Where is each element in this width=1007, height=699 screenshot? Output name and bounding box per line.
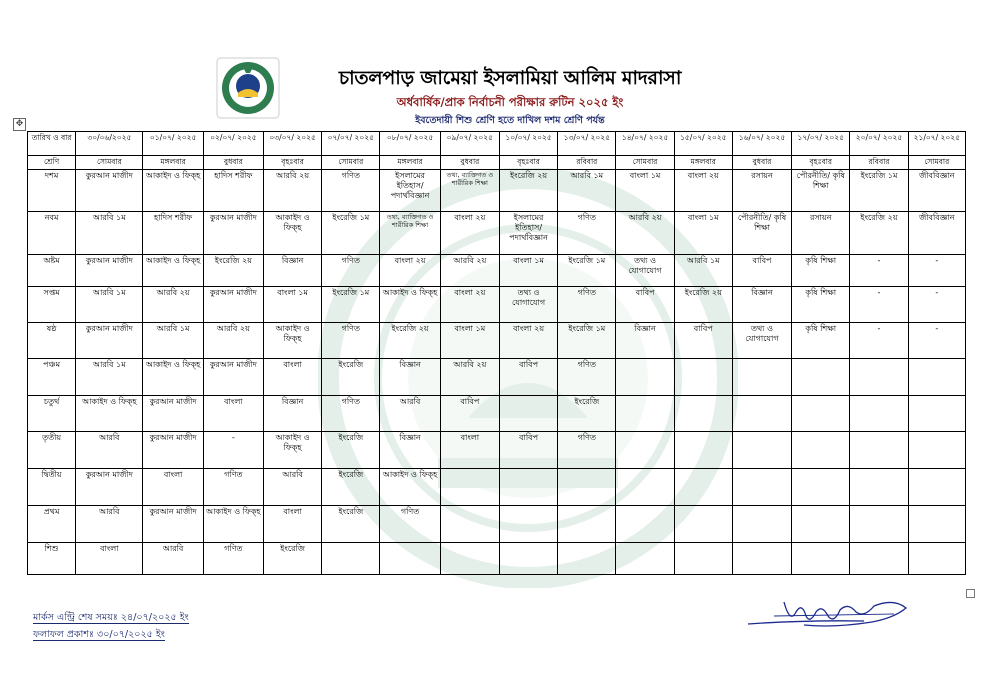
subject-cell: আরবি ২য় xyxy=(440,255,499,287)
table-row xyxy=(28,543,966,575)
date-header-cell: ১৩/০৭/ ২০২৫ xyxy=(558,132,616,156)
subject-cell xyxy=(732,396,791,432)
subject-cell xyxy=(732,432,791,469)
class-range-subtitle: ইবতেদায়ী শিশু শ্রেণি হতে দাখিল দশম শ্রেণি পর্যন্ত xyxy=(415,115,605,126)
day-header-cell: রবিবার xyxy=(558,156,616,170)
subject-cell xyxy=(850,469,908,506)
subject-cell: আকাইদ ও ফিক্হ xyxy=(76,396,143,432)
date-header-row xyxy=(28,132,966,156)
subject-cell xyxy=(558,469,616,506)
subject-cell: ইংরেজি xyxy=(322,432,380,469)
subject-cell: গণিত xyxy=(322,170,380,212)
subject-cell xyxy=(908,506,965,543)
subject-cell xyxy=(732,359,791,396)
subject-cell: কুরআন মাজীদ xyxy=(203,359,263,396)
subject-cell: - xyxy=(908,287,965,323)
subject-cell: আকাইদ ও ফিক্হ xyxy=(263,432,321,469)
subject-cell: আরবি xyxy=(76,432,143,469)
subject-cell: আরবি ১ম xyxy=(76,212,143,255)
subject-cell xyxy=(908,396,965,432)
subject-cell xyxy=(674,469,732,506)
subject-cell xyxy=(440,506,499,543)
subject-cell: কুরআন মাজীদ xyxy=(76,323,143,359)
table-row xyxy=(28,396,966,432)
subject-cell xyxy=(792,469,850,506)
subject-cell: বাংলা xyxy=(263,506,321,543)
table-row xyxy=(28,287,966,323)
subject-cell: বাংলা xyxy=(203,396,263,432)
subject-cell: আকাইদ ও ফিক্হ xyxy=(380,287,440,323)
subject-cell: হাদিস শরীফ xyxy=(203,170,263,212)
subject-cell: তথ্য ও যোগাযোগ xyxy=(732,323,791,359)
day-header-cell: বুধবার xyxy=(732,156,791,170)
subject-cell xyxy=(908,359,965,396)
subject-cell: ইংরেজি ১ম xyxy=(322,287,380,323)
subject-cell: রসায়ন xyxy=(792,212,850,255)
subject-cell: কুরআন মাজীদ xyxy=(143,432,203,469)
date-header-cell: ০১/০৭/ ২০২৫ xyxy=(143,132,203,156)
subject-cell xyxy=(616,543,674,575)
date-header-cell: ১০/০৭/ ২০২৫ xyxy=(499,132,557,156)
subject-cell: পৌরনীতি/ কৃষি শিক্ষা xyxy=(792,170,850,212)
day-header-cell: বৃহঃবার xyxy=(792,156,850,170)
subject-cell: - xyxy=(850,287,908,323)
subject-cell: বাবিপ xyxy=(440,396,499,432)
subject-cell: হাদিস শরীফ xyxy=(143,212,203,255)
subject-cell xyxy=(322,543,380,575)
subject-cell xyxy=(674,543,732,575)
date-header-cell: ২০/০৭/ ২০২৫ xyxy=(850,132,908,156)
marks-entry-deadline: মার্কস এন্ট্রি শেষ সময়ঃ ২৪/০৭/২০২৫ ইং xyxy=(33,612,189,623)
subject-cell: - xyxy=(850,255,908,287)
table-row xyxy=(28,212,966,255)
day-header-cell: সোমবার xyxy=(616,156,674,170)
subject-cell xyxy=(616,506,674,543)
subject-cell: কুরআন মাজীদ xyxy=(143,396,203,432)
subject-cell: ইংরেজি ১ম xyxy=(558,323,616,359)
subject-cell: কৃষি শিক্ষা xyxy=(792,323,850,359)
subject-cell: বিজ্ঞান xyxy=(732,287,791,323)
day-header-cell: রবিবার xyxy=(850,156,908,170)
subject-cell: গণিত xyxy=(380,506,440,543)
class-name-cell: চতুর্থ xyxy=(28,396,76,432)
subject-cell xyxy=(499,543,557,575)
subject-cell: গণিত xyxy=(203,543,263,575)
table-move-handle-icon[interactable]: ✥ xyxy=(13,118,26,131)
subject-cell: আরবি xyxy=(263,469,321,506)
subject-cell xyxy=(558,506,616,543)
subject-cell xyxy=(792,506,850,543)
subject-cell: গণিত xyxy=(203,469,263,506)
subject-cell: বাংলা ১ম xyxy=(263,287,321,323)
day-header-cell: মঙ্গলবার xyxy=(674,156,732,170)
table-resize-handle[interactable] xyxy=(966,589,975,598)
subject-cell: গণিত xyxy=(322,323,380,359)
subject-cell xyxy=(792,543,850,575)
table-row xyxy=(28,255,966,287)
subject-cell xyxy=(792,396,850,432)
day-header-cell: বুধবার xyxy=(203,156,263,170)
subject-cell: বিজ্ঞান xyxy=(263,255,321,287)
subject-cell xyxy=(908,469,965,506)
subject-cell: বিজ্ঞান xyxy=(380,432,440,469)
subject-cell xyxy=(440,543,499,575)
class-name-cell: দ্বিতীয় xyxy=(28,469,76,506)
subject-cell: তথ্য, ব্যাক্তিগত ও শারীরিক শিক্ষা xyxy=(440,170,499,212)
subject-cell xyxy=(380,543,440,575)
subject-cell: ইংরেজি xyxy=(263,543,321,575)
subject-cell xyxy=(674,506,732,543)
subject-cell: বাংলা ২য় xyxy=(440,287,499,323)
subject-cell: বাংলা xyxy=(263,359,321,396)
subject-cell xyxy=(908,543,965,575)
class-name-cell: পঞ্চম xyxy=(28,359,76,396)
subject-cell: আকাইদ ও ফিক্হ xyxy=(143,359,203,396)
subject-cell xyxy=(850,359,908,396)
date-header-cell: ১৫/০৭/ ২০২৫ xyxy=(674,132,732,156)
subject-cell: আরবি ২য় xyxy=(143,287,203,323)
subject-cell: আরবি xyxy=(143,543,203,575)
subject-cell: আরবি ২য় xyxy=(440,359,499,396)
subject-cell: রসায়ন xyxy=(732,170,791,212)
subject-cell: জীববিজ্ঞান xyxy=(908,170,965,212)
date-header-cell: ০২/০৭/ ২০২৫ xyxy=(203,132,263,156)
subject-cell: গণিত xyxy=(558,287,616,323)
subject-cell xyxy=(732,469,791,506)
date-header-cell: ১৪/০৭/ ২০২৫ xyxy=(616,132,674,156)
subject-cell: আকাইদ ও ফিক্হ xyxy=(143,170,203,212)
subject-cell: ইংরেজি ২য় xyxy=(380,323,440,359)
subject-cell: আরবি ২য় xyxy=(616,212,674,255)
subject-cell: ইংরেজি ১ম xyxy=(322,212,380,255)
day-header-cell: বৃহঃবার xyxy=(263,156,321,170)
subject-cell: জীববিজ্ঞান xyxy=(908,212,965,255)
day-header-cell: মঙ্গলবার xyxy=(143,156,203,170)
subject-cell: বাংলা xyxy=(76,543,143,575)
subject-cell: বাংলা ২য় xyxy=(674,170,732,212)
subject-cell: কৃষি শিক্ষা xyxy=(792,287,850,323)
subject-cell xyxy=(850,543,908,575)
subject-cell: আরবি ১ম xyxy=(558,170,616,212)
subject-cell xyxy=(850,506,908,543)
subject-cell: - xyxy=(908,323,965,359)
class-name-cell: ষষ্ঠ xyxy=(28,323,76,359)
subject-cell: ইংরেজি ২য় xyxy=(499,170,557,212)
exam-routine-subtitle: অর্ধবার্ষিক/প্রাক নির্বাচনী পরীক্ষার রুটিন ২০২৫ ইং xyxy=(396,95,624,109)
class-name-cell: নবম xyxy=(28,212,76,255)
subject-cell: কুরআন মাজীদ xyxy=(203,212,263,255)
subject-cell: বাবিপ xyxy=(499,359,557,396)
subject-cell: বিজ্ঞান xyxy=(263,396,321,432)
day-header-cell: বুধবার xyxy=(440,156,499,170)
subject-cell: কুরআন মাজীদ xyxy=(143,506,203,543)
subject-cell xyxy=(499,396,557,432)
date-header-cell: ২১/০৭/ ২০২৫ xyxy=(908,132,965,156)
subject-cell xyxy=(792,359,850,396)
subject-cell: কুরআন মাজীদ xyxy=(76,170,143,212)
subject-cell: বিজ্ঞান xyxy=(380,359,440,396)
table-row xyxy=(28,359,966,396)
subject-cell: ইংরেজি xyxy=(322,359,380,396)
date-header-cell: ১৭/০৭/ ২০২৫ xyxy=(792,132,850,156)
subject-cell: বাংলা xyxy=(143,469,203,506)
subject-cell xyxy=(616,432,674,469)
date-header-cell: ০৯/০৭/ ২০২৫ xyxy=(440,132,499,156)
class-label-cell: শ্রেণি xyxy=(28,156,76,170)
subject-cell: ইংরেজি ২য় xyxy=(203,255,263,287)
subject-cell xyxy=(850,396,908,432)
subject-cell: বাংলা ১ম xyxy=(674,212,732,255)
day-header-cell: সোমবার xyxy=(908,156,965,170)
day-header-cell: বৃহঃবার xyxy=(499,156,557,170)
subject-cell: তথ্য ও যোগাযোগ xyxy=(616,255,674,287)
subject-cell: কৃষি শিক্ষা xyxy=(792,255,850,287)
class-name-cell: তৃতীয় xyxy=(28,432,76,469)
subject-cell: বিজ্ঞান xyxy=(616,323,674,359)
subject-cell: তথ্য, ব্যাক্তিগত ও শারীরিক শিক্ষা xyxy=(380,212,440,255)
date-header-cell: ০৭/০৭/ ২০২৫ xyxy=(322,132,380,156)
subject-cell xyxy=(616,469,674,506)
exam-routine-table xyxy=(27,131,966,575)
class-name-cell: শিশু xyxy=(28,543,76,575)
subject-cell xyxy=(732,543,791,575)
subject-cell: বাবিপ xyxy=(732,255,791,287)
subject-cell: ইংরেজি ১ম xyxy=(850,170,908,212)
table-row xyxy=(28,323,966,359)
subject-cell: আরবি ২য় xyxy=(263,170,321,212)
subject-cell xyxy=(616,359,674,396)
subject-cell: বাবিপ xyxy=(674,323,732,359)
subject-cell: - xyxy=(908,255,965,287)
subject-cell: আকাইদ ও ফিক্হ xyxy=(143,255,203,287)
day-header-cell: সোমবার xyxy=(76,156,143,170)
date-header-cell: ১৬/০৭/ ২০২৫ xyxy=(732,132,791,156)
subject-cell: বাংলা ২য় xyxy=(440,212,499,255)
subject-cell: আকাইদ ও ফিক্হ xyxy=(263,212,321,255)
subject-cell: বাবিপ xyxy=(616,287,674,323)
subject-cell: আরবি ২য় xyxy=(203,323,263,359)
subject-cell: আরবি ১ম xyxy=(143,323,203,359)
subject-cell xyxy=(674,432,732,469)
subject-cell: বাবিপ xyxy=(499,432,557,469)
subject-cell: ইংরেজি ২য় xyxy=(850,212,908,255)
subject-cell xyxy=(499,506,557,543)
subject-cell: আরবি ১ম xyxy=(76,287,143,323)
principal-signature xyxy=(744,594,918,630)
subject-cell: ইংরেজি xyxy=(558,396,616,432)
class-name-cell: প্রথম xyxy=(28,506,76,543)
madrasa-title: চাতলপাড় জামেয়া ইসলামিয়া আলিম মাদরাসা xyxy=(338,67,682,89)
subject-cell: - xyxy=(850,323,908,359)
subject-cell: আকাইদ ও ফিক্হ xyxy=(263,323,321,359)
subject-cell xyxy=(908,432,965,469)
table-row xyxy=(28,506,966,543)
subject-cell: গণিত xyxy=(558,432,616,469)
table-row xyxy=(28,432,966,469)
subject-cell: তথ্য ও যোগাযোগ xyxy=(499,287,557,323)
table-row xyxy=(28,170,966,212)
subject-cell xyxy=(674,359,732,396)
subject-cell: আরবি xyxy=(380,396,440,432)
date-day-corner-cell: তারিখ ও বার xyxy=(28,132,76,156)
subject-cell: আরবি xyxy=(76,506,143,543)
class-name-cell: দশম xyxy=(28,170,76,212)
subject-cell: পৌরনীতি/ কৃষি শিক্ষা xyxy=(732,212,791,255)
day-header-cell: মঙ্গলবার xyxy=(380,156,440,170)
subject-cell: আকাইদ ও ফিক্হ xyxy=(380,469,440,506)
result-publication-date: ফলাফল প্রকাশঃ ৩০/০৭/২০২৫ ইং xyxy=(33,629,165,640)
subject-cell xyxy=(499,469,557,506)
subject-cell: ইংরেজি ১ম xyxy=(558,255,616,287)
subject-cell: গণিত xyxy=(558,359,616,396)
subject-cell: বাংলা xyxy=(440,432,499,469)
date-header-cell: ০৩/০৭/ ২০২৫ xyxy=(263,132,321,156)
subject-cell: গণিত xyxy=(322,396,380,432)
subject-cell xyxy=(616,396,674,432)
subject-cell xyxy=(792,432,850,469)
subject-cell xyxy=(558,543,616,575)
subject-cell: গণিত xyxy=(558,212,616,255)
subject-cell: বাংলা ১ম xyxy=(499,255,557,287)
class-name-cell: অষ্টম xyxy=(28,255,76,287)
subject-cell: বাংলা ২য় xyxy=(380,255,440,287)
class-name-cell: সপ্তম xyxy=(28,287,76,323)
subject-cell: বাংলা ১ম xyxy=(616,170,674,212)
day-header-cell: সোমবার xyxy=(322,156,380,170)
subject-cell xyxy=(674,396,732,432)
date-header-cell: ৩০/০৬/২০২৫ xyxy=(76,132,143,156)
subject-cell: ইসলামের ইতিহাস/ পদার্থবিজ্ঞান xyxy=(380,170,440,212)
day-header-row xyxy=(28,156,966,170)
subject-cell: কুরআন মাজীদ xyxy=(76,255,143,287)
subject-cell: বাংলা ২য় xyxy=(499,323,557,359)
table-row xyxy=(28,469,966,506)
subject-cell: ইংরেজি xyxy=(322,469,380,506)
subject-cell: কুরআন মাজীদ xyxy=(76,469,143,506)
subject-cell: আরবি ১ম xyxy=(674,255,732,287)
subject-cell xyxy=(850,432,908,469)
subject-cell: - xyxy=(203,432,263,469)
subject-cell: বাংলা ১ম xyxy=(440,323,499,359)
subject-cell xyxy=(732,506,791,543)
subject-cell: ইংরেজি xyxy=(322,506,380,543)
subject-cell: ইসলামের ইতিহাস/ পদার্থবিজ্ঞান xyxy=(499,212,557,255)
date-header-cell: ০৮/০৭/ ২০২৫ xyxy=(380,132,440,156)
subject-cell: গণিত xyxy=(322,255,380,287)
madrasa-emblem-icon xyxy=(216,57,280,119)
subject-cell: আকাইদ ও ফিক্হ xyxy=(203,506,263,543)
subject-cell: আরবি ১ম xyxy=(76,359,143,396)
subject-cell: কুরআন মাজীদ xyxy=(203,287,263,323)
subject-cell xyxy=(440,469,499,506)
subject-cell: ইংরেজি ২য় xyxy=(674,287,732,323)
